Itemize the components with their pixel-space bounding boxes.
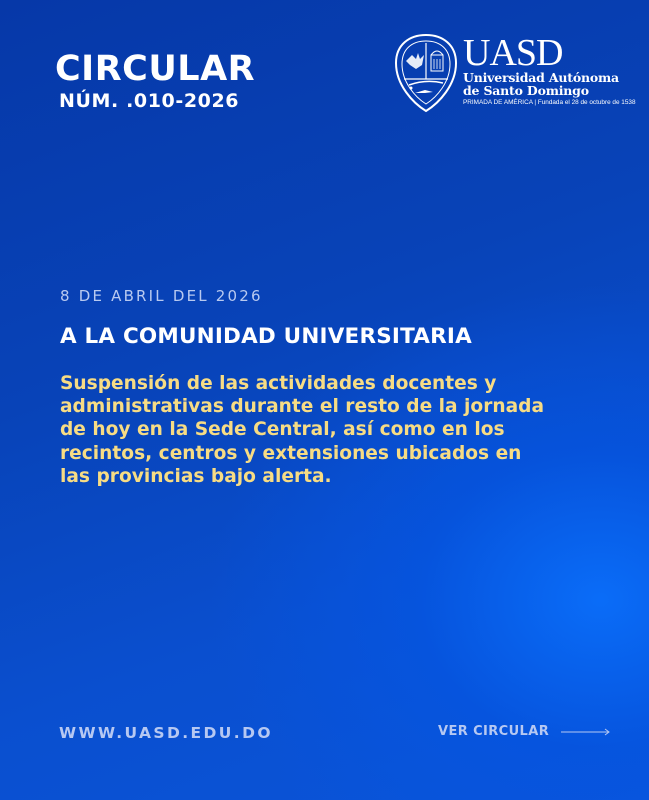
brand-name-line1: Universidad Autónoma: [463, 70, 619, 85]
circular-title: CIRCULAR: [55, 49, 256, 89]
arrow-right-icon: [561, 727, 611, 737]
body-line: de hoy en la Sede Central, así como en los: [60, 419, 505, 441]
brand-tagline: PRIMADA DE AMÉRICA | Fundada el 28 de octubre de 1538: [463, 99, 636, 106]
audience-heading: A LA COMUNIDAD UNIVERSITARIA: [60, 324, 472, 349]
view-circular-label: VER CIRCULAR: [438, 724, 550, 739]
view-circular-link[interactable]: [438, 724, 611, 739]
university-seal-icon: [393, 33, 459, 113]
uasd-logo: [393, 32, 636, 113]
brand-block: [463, 33, 636, 106]
body-line: Suspensión de las actividades docentes y: [60, 373, 497, 394]
brand-name-line2: de Santo Domingo: [463, 83, 589, 98]
body-line: las provincias bajo alerta.: [60, 465, 332, 487]
circular-number: NÚM. .010-2026: [59, 90, 240, 112]
circular-header: [55, 50, 255, 112]
circular-date: 8 DE ABRIL DEL 2026: [60, 287, 263, 305]
brand-acronym: UASD: [463, 32, 563, 74]
body-line: recintos, centros y extensiones ubicados en: [60, 442, 522, 464]
body-line: administrativas durante el resto de la jornada: [60, 396, 545, 418]
website-link[interactable]: WWW.UASD.EDU.DO: [59, 724, 273, 742]
announcement-body: [60, 372, 620, 488]
